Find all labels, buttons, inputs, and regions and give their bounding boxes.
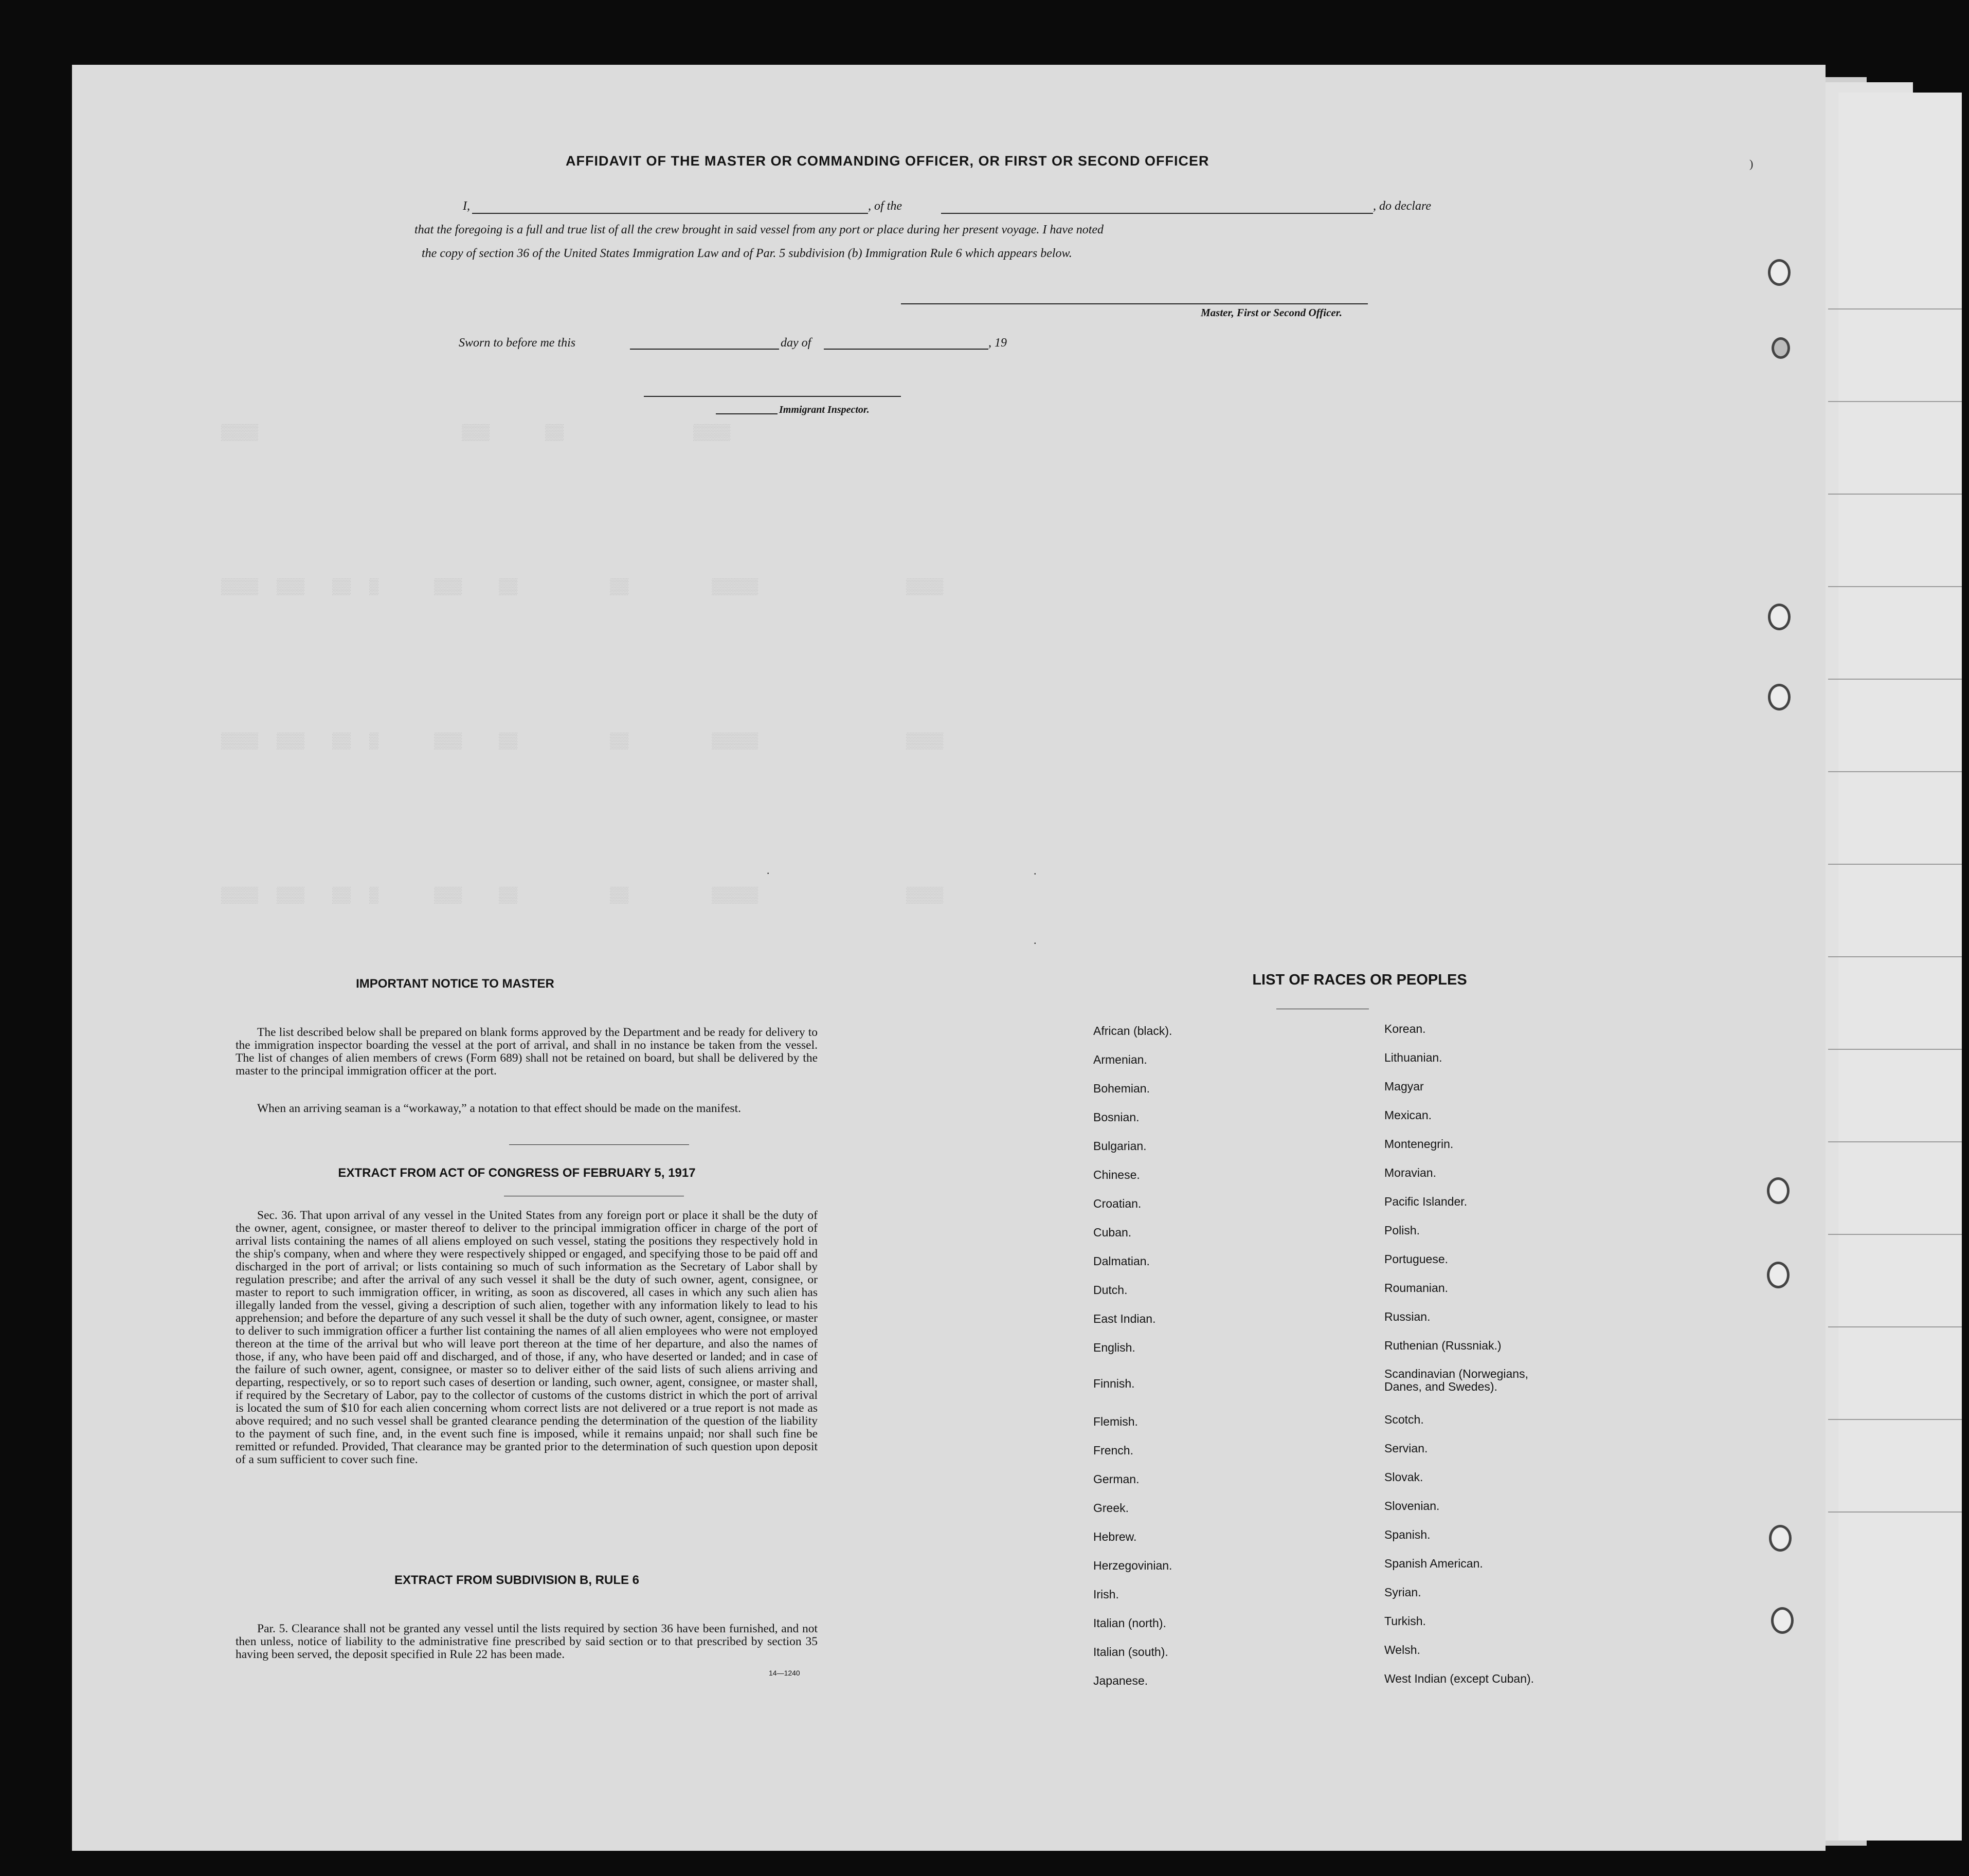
sworn-month-blank[interactable] — [824, 349, 988, 350]
race-item: German. — [1093, 1472, 1140, 1486]
notice-paragraph-2: When an arriving seaman is a “workaway,” a notation to that effect should be made on the manifest. — [257, 1102, 741, 1115]
race-item: Mexican. — [1384, 1108, 1432, 1122]
ruled-line — [1828, 494, 1962, 495]
race-item: Scandinavian (Norwegians, Danes, and Swedes). — [1384, 1367, 1528, 1393]
race-item: Dutch. — [1093, 1283, 1128, 1297]
race-item: Moravian. — [1384, 1166, 1436, 1179]
stray-mark: · — [766, 867, 770, 880]
race-item: Spanish. — [1384, 1528, 1431, 1541]
race-item: Korean. — [1384, 1022, 1426, 1035]
bleed-through-text: ▒▒▒▒ ▒▒▒ ▒▒ ▒▒▒▒ — [221, 425, 731, 442]
race-item: East Indian. — [1093, 1312, 1156, 1325]
sworn-day-blank[interactable] — [630, 349, 779, 350]
race-item: Portuguese. — [1384, 1252, 1449, 1266]
punch-hole-icon — [1772, 337, 1790, 359]
race-item: Pacific Islander. — [1384, 1195, 1468, 1208]
race-item: Chinese. — [1093, 1168, 1140, 1181]
affidavit-i-label: I, — [463, 199, 470, 213]
inspector-label: Immigrant Inspector. — [779, 404, 870, 415]
ruled-line — [1828, 1511, 1962, 1513]
race-item: Spanish American. — [1384, 1557, 1483, 1570]
vessel-blank[interactable] — [941, 213, 1373, 214]
ruled-line — [1828, 771, 1962, 772]
divider — [509, 1144, 689, 1145]
ruled-line — [1828, 1234, 1962, 1235]
race-item: Italian (north). — [1093, 1616, 1166, 1630]
race-item: Servian. — [1384, 1442, 1428, 1455]
ruled-line — [1828, 1419, 1962, 1420]
ruled-line — [1828, 308, 1962, 309]
extract-rule-title: EXTRACT FROM SUBDIVISION B, RULE 6 — [394, 1573, 640, 1587]
race-item: Italian (south). — [1093, 1645, 1168, 1659]
punch-hole-icon — [1767, 1262, 1790, 1288]
stray-mark: . — [1034, 864, 1037, 877]
affidavit-line3: the copy of section 36 of the United States Immigration Law and of Par. 5 subdivision (b) Immigration Rule 6 which appears below. — [422, 247, 1072, 260]
race-item: West Indian (except Cuban). — [1384, 1672, 1534, 1685]
bleed-through-text: ▒▒▒▒ ▒▒▒ ▒▒ ▒ ▒▒▒ ▒▒ ▒▒ ▒▒▒▒▒ ▒▒▒▒ — [221, 579, 944, 596]
race-item: Irish. — [1093, 1588, 1119, 1601]
inspector-signature-line[interactable] — [644, 396, 901, 397]
race-item: Bulgarian. — [1093, 1139, 1147, 1153]
race-item: Greek. — [1093, 1501, 1129, 1515]
race-item: Syrian. — [1384, 1586, 1421, 1599]
ruled-line — [1828, 864, 1962, 865]
form-page — [72, 65, 1826, 1851]
race-item: French. — [1093, 1444, 1133, 1457]
race-item: English. — [1093, 1341, 1135, 1354]
underlying-ruled-page — [1838, 93, 1962, 1841]
race-item: Turkish. — [1384, 1614, 1426, 1628]
race-item: Japanese. — [1093, 1674, 1148, 1687]
race-item: Cuban. — [1093, 1226, 1132, 1239]
punch-hole-icon — [1771, 1607, 1794, 1634]
bleed-through-text: ▒▒▒▒ ▒▒▒ ▒▒ ▒ ▒▒▒ ▒▒ ▒▒ ▒▒▒▒▒ ▒▒▒▒ — [221, 887, 944, 905]
race-item: Scotch. — [1384, 1413, 1424, 1426]
ruled-line — [1828, 1141, 1962, 1142]
punch-hole-icon — [1768, 604, 1791, 630]
punch-hole-icon — [1769, 1525, 1792, 1552]
race-item: Russian. — [1384, 1310, 1431, 1323]
sworn-label: Sworn to before me this — [459, 336, 576, 350]
affidavit-of-the: , of the — [868, 199, 902, 213]
race-item: African (black). — [1093, 1024, 1172, 1037]
affidavit-line2: that the foregoing is a full and true list of all the crew brought in said vessel from any port or place during her present voyage. I have noted — [414, 223, 1104, 236]
races-title: LIST OF RACES OR PEOPLES — [1252, 972, 1467, 988]
stray-mark: ) — [1749, 157, 1754, 170]
race-item: Finnish. — [1093, 1377, 1135, 1390]
race-item: Slovenian. — [1384, 1499, 1440, 1513]
extract-act-text: Sec. 36. That upon arrival of any vessel in the United States from any foreign port or place it shall be the duty of the owner, agent, consignee, or master thereof to deliver to the principal immigration officer in charge of the port of arrival lists containing the names of all aliens employed on such vessel, stating the positions they respectively hold in the ship's company, when and where they were respectively shipped or engaged, and specifying those to be paid off and discharged in the port of arrival; or lists containing so much of such information as the Secretary of Labor shall by regulation prescribe; and after the arrival of any such vessel it shall be the duty of such owner, agent, consignee, or master to report to such immigration officer, in writing, as soon as discovered, all cases in which any such alien has illegally landed from the vessel, giving a description of such alien, together with any information likely to lead to his apprehension; and before the departure of any such vessel it shall be the duty of such owner, agent, consignee, or master to deliver to such immigration officer a further list containing the names of all alien employees who were not employed thereon at the time of the arrival but who will leave port thereon at the time of her departure, and also the names of those, if any, who have been paid off and discharged, and of those, if any, who have deserted or landed; and in case of the failure of such owner, agent, consignee, or master so to deliver either of the said lists of such aliens arriving and departing, respectively, or so to report such cases of desertion or landing, such owner, agent, consignee, or master shall, if required by the Secretary of Labor, pay to the collector of customs of the customs district in which the port of arrival is located the sum of $10 for each alien concerning whom correct lists are not delivered or a true report is not made as above required; and no such vessel shall be granted clearance pending the determination of the question of the liability to the payment of such fine, and, in the event such fine is imposed, while it remains unpaid; nor shall such fine be remitted or refunded. Provided, That clearance may be granted prior to the determination of such question upon deposit of a sum sufficient to cover such fine. — [236, 1209, 818, 1466]
ruled-line — [1828, 1326, 1962, 1327]
sworn-day-of: day of — [781, 336, 811, 350]
affidavit-declare: , do declare — [1373, 199, 1432, 213]
ruled-line — [1828, 956, 1962, 957]
notice-paragraph-1: The list described below shall be prepared on blank forms approved by the Department and be ready for delivery to the immigration inspector boarding the vessel at the port of arrival, and shall in no instance be taken from the vessel. The list of changes of alien members of crews (Form 689) shall not be retained on board, but shall be delivered by the master to the principal immigration officer at the port. — [236, 1026, 818, 1078]
race-item: Armenian. — [1093, 1053, 1147, 1066]
form-number: 14—1240 — [769, 1669, 800, 1677]
ruled-line — [1828, 586, 1962, 587]
ruled-line — [1828, 679, 1962, 680]
race-item: Slovak. — [1384, 1470, 1423, 1484]
race-item: Bohemian. — [1093, 1082, 1150, 1095]
ruled-line — [1828, 401, 1962, 402]
extract-rule-text: Par. 5. Clearance shall not be granted any vessel until the lists required by section 36 have been furnished, and not then unless, notice of liability to the administrative fine prescribed by said section or to that prescribed by section 35 having been served, the deposit specified in Rule 22 has been made. — [236, 1622, 818, 1661]
punch-hole-icon — [1767, 1177, 1790, 1204]
race-item: Magyar — [1384, 1080, 1424, 1093]
race-item: Herzegovinian. — [1093, 1559, 1172, 1572]
name-blank[interactable] — [472, 213, 868, 214]
punch-hole-icon — [1768, 259, 1791, 286]
sworn-year: , 19 — [988, 336, 1007, 350]
extract-act-title: EXTRACT FROM ACT OF CONGRESS OF FEBRUARY 5, 1917 — [338, 1166, 696, 1180]
race-item: Ruthenian (Russniak.) — [1384, 1339, 1502, 1352]
affidavit-title: AFFIDAVIT OF THE MASTER OR COMMANDING OFFICER, OR FIRST OR SECOND OFFICER — [566, 153, 1209, 169]
race-item: Croatian. — [1093, 1197, 1142, 1210]
race-item: Welsh. — [1384, 1643, 1420, 1656]
race-item: Montenegrin. — [1384, 1137, 1454, 1151]
race-item: Lithuanian. — [1384, 1051, 1442, 1064]
master-signature-line[interactable] — [901, 303, 1368, 304]
inspector-signature-line-2[interactable] — [716, 413, 778, 414]
race-item: Dalmatian. — [1093, 1254, 1150, 1268]
bleed-through-text: ▒▒▒▒ ▒▒▒ ▒▒ ▒ ▒▒▒ ▒▒ ▒▒ ▒▒▒▒▒ ▒▒▒▒ — [221, 733, 944, 751]
race-item: Flemish. — [1093, 1415, 1138, 1428]
notice-title: IMPORTANT NOTICE TO MASTER — [356, 977, 554, 991]
race-item: Hebrew. — [1093, 1530, 1137, 1543]
punch-hole-icon — [1768, 684, 1791, 711]
ruled-line — [1828, 1049, 1962, 1050]
race-item: Bosnian. — [1093, 1110, 1140, 1124]
stray-mark: . — [1034, 934, 1037, 946]
master-signature-label: Master, First or Second Officer. — [1201, 306, 1342, 319]
race-item: Roumanian. — [1384, 1281, 1449, 1295]
race-item: Polish. — [1384, 1224, 1420, 1237]
